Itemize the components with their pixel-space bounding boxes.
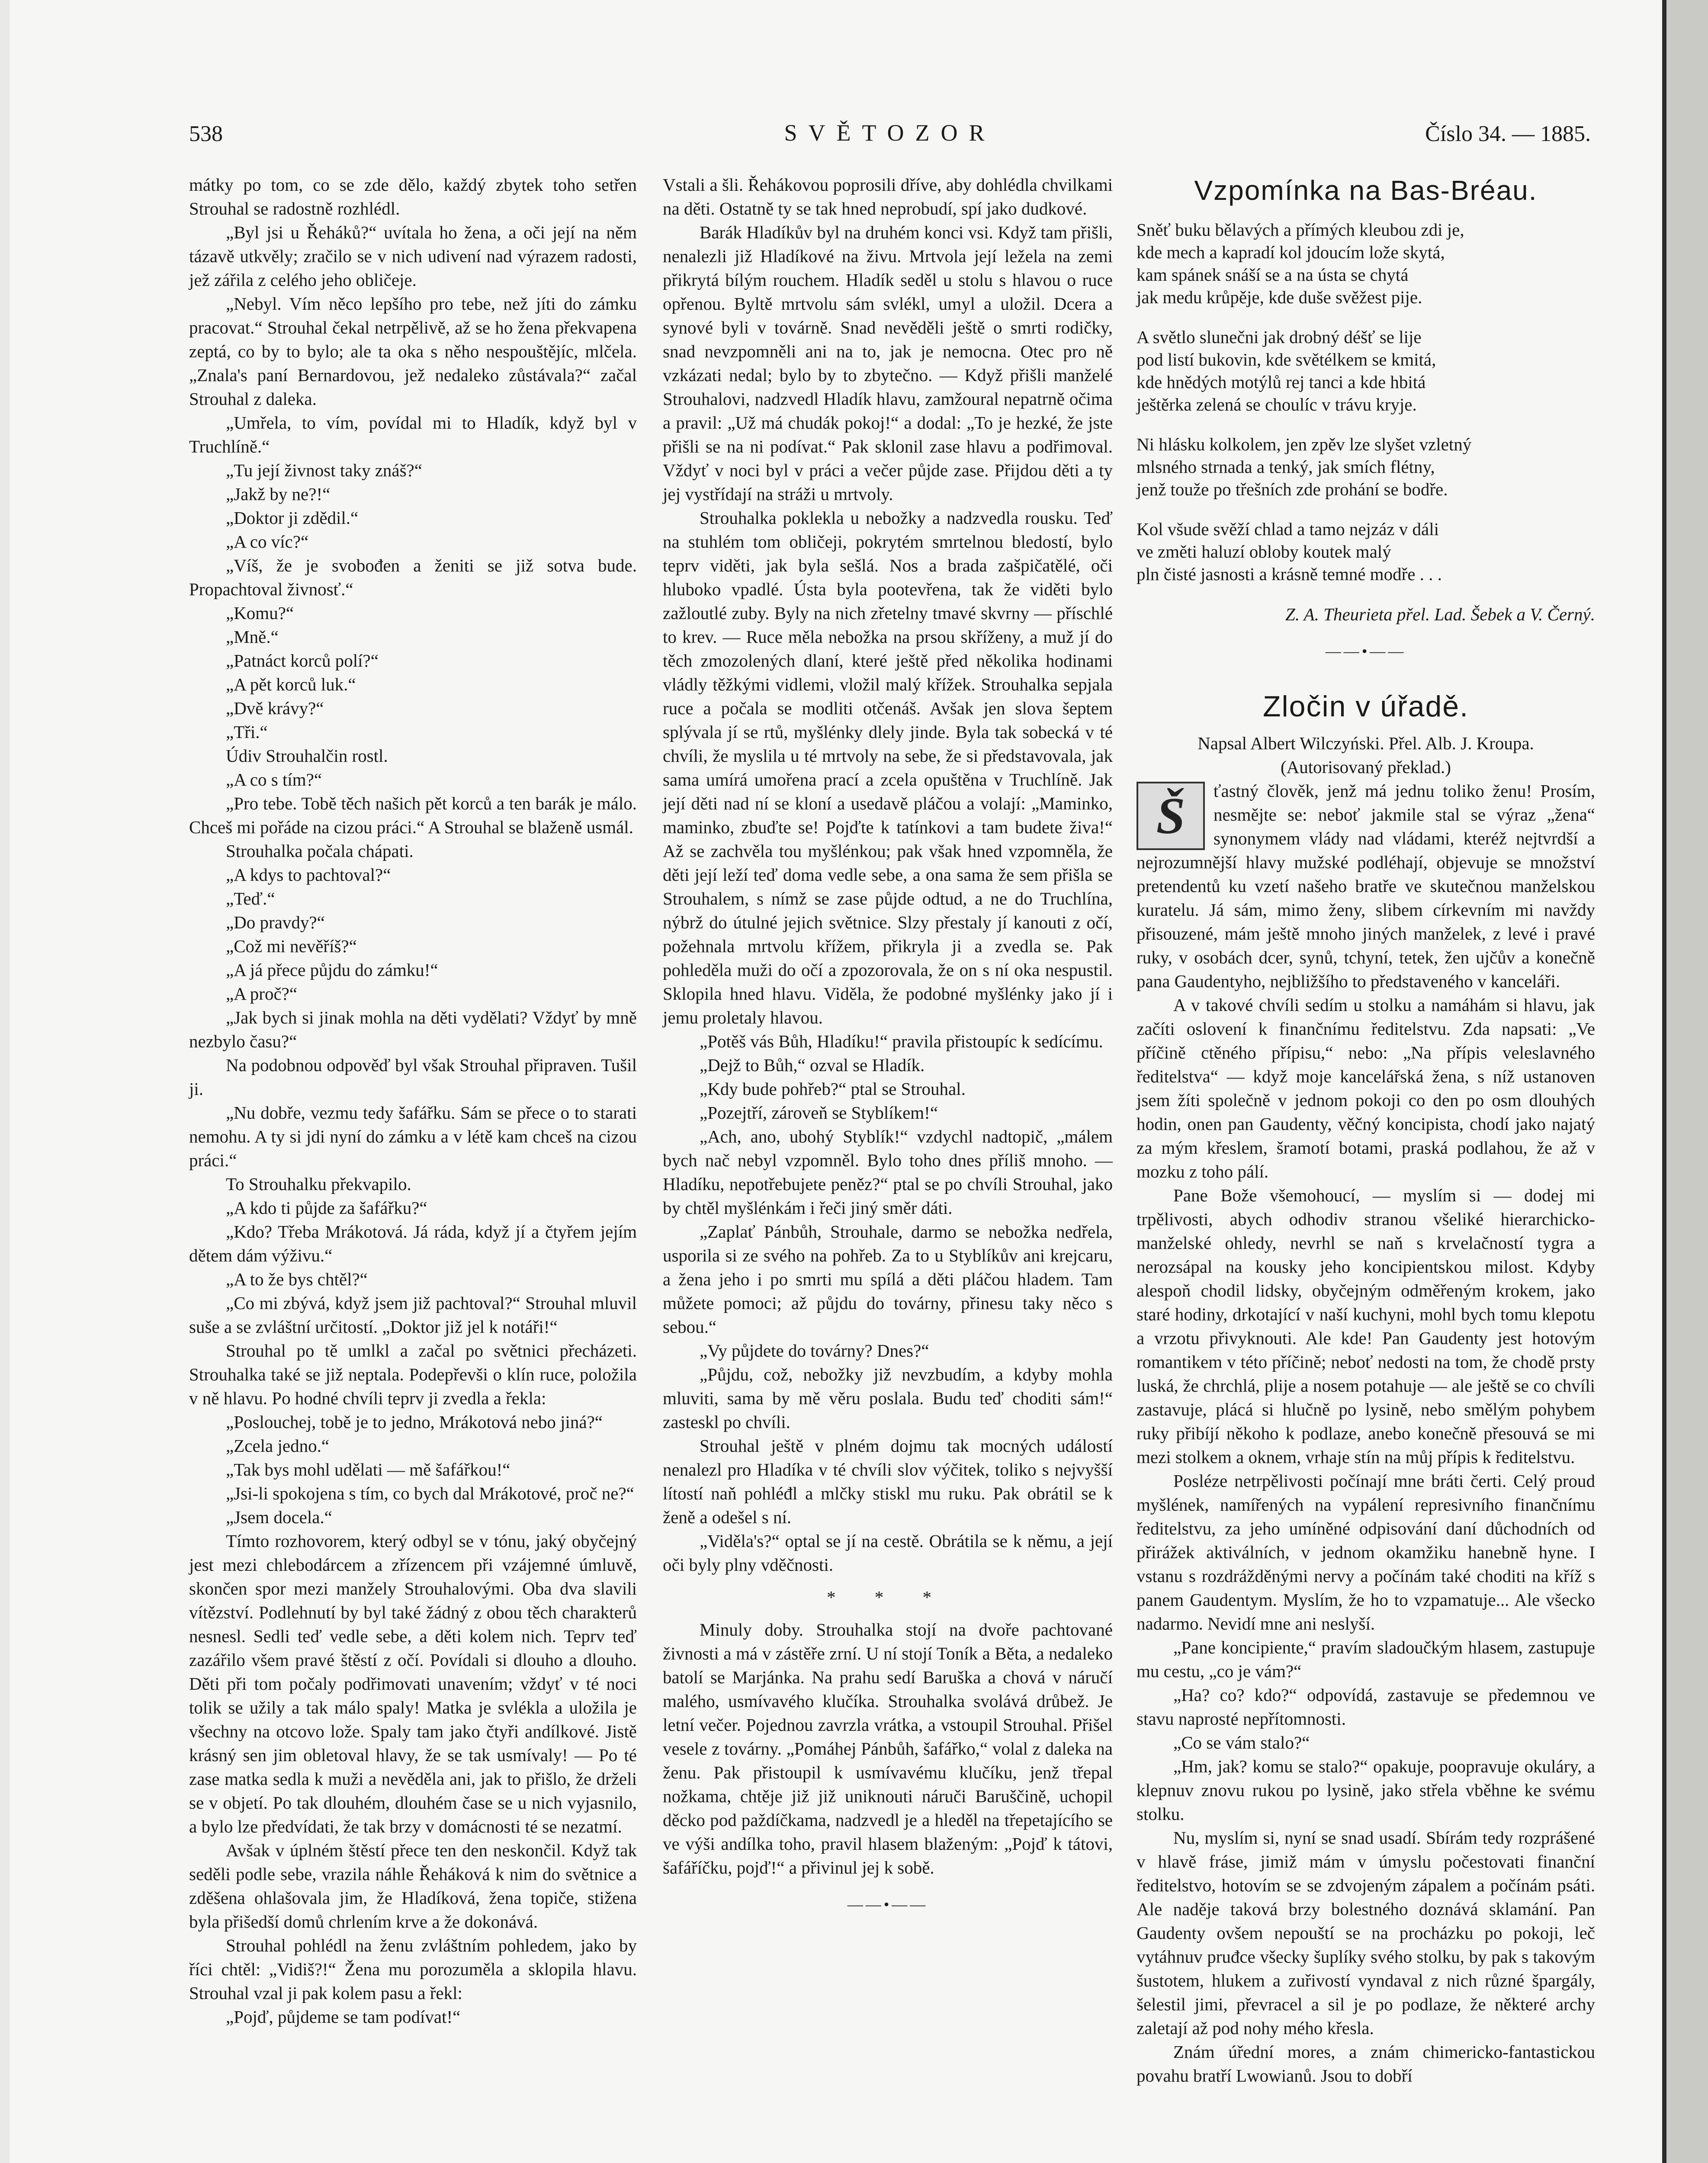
newspaper-page bbox=[10, 0, 1662, 2163]
paragraph: „Pojď, půjdeme se tam podívat!“ bbox=[226, 2007, 461, 2027]
paragraph: Minuly doby. Strouhalka stojí na dvoře pachtované živnosti a má v zástěře zrní. U ní stojí Toník a Běta, a nedaleko batolí se Marjánka. Na prahu sedí Baruška a chová v náručí malého, usmívavého klučíka. Strouhalka svolává drůbež. Je letní večer. Pojednou zavrzla vrátka, a vstoupil Strouhal. Přišel vesele z továrny. „Pomáhej Pánbůh, šafářko,“ volal z daleka na ženu. Pak přistoupil k usmívavému klučíku, jenž třepal nožkama, chtěje již již uniknouti náruči Baruščině, uchopil děcko pod paždíčkama, nadzvedl je a hleděl na třepetajícího se ve výši andílka toho, pravil hlasem blaženým: „Pojď k tátovi, šafáříčku, pojď!“ a přivinul jej k sobě. bbox=[663, 1620, 1113, 1877]
authorized-translation-note: (Autorisovaný překlad.) bbox=[1281, 757, 1451, 777]
paragraph: „Do pravdy?“ bbox=[226, 912, 325, 932]
magazine-title: SVĚTOZOR bbox=[784, 120, 996, 146]
poem-line: pod listí bukovin, kde světélkem se kmitá, bbox=[1137, 350, 1436, 369]
paragraph: „Tři.“ bbox=[226, 722, 268, 742]
poem-stanza bbox=[1137, 518, 1595, 585]
paragraph: „Tu její živnost taky znáš?“ bbox=[226, 460, 422, 480]
poem-line: kam spánek snáší se a na ústa se chytá bbox=[1137, 265, 1409, 285]
poem-title: Vzpomínka na Bas-Bréau. bbox=[1194, 175, 1538, 206]
paragraph: „Jak bych si jinak mohla na děti vydělati? Vždyť by mně nezbylo času?“ bbox=[189, 1008, 637, 1051]
story-body bbox=[1137, 779, 1595, 2088]
paragraph: „Dvě krávy?“ bbox=[226, 698, 324, 718]
section-divider: ——•—— bbox=[1325, 642, 1406, 660]
paragraph: Strouhal ještě v plném dojmu tak mocných událostí nenalezl pro Hladíka v té chvíli slov výčitek, toliko s nejvyšší lítostí naň pohléđl a mlčky stiskl mu ruku. Pak obrátil se k ženě a odešel s ní. bbox=[663, 1436, 1113, 1527]
poem-translation-credit: Z. A. Theurieta přel. Lad. Šebek a V. Černý. bbox=[1285, 604, 1595, 624]
poem-line: Sněť buku bělavých a přímých kleubou zdi je, bbox=[1137, 220, 1464, 240]
story-ending bbox=[663, 1618, 1113, 1880]
dropcap-ornament: Š bbox=[1137, 782, 1205, 850]
poem-line: ještěrka zelená se choulíc v trávu kryje. bbox=[1137, 395, 1417, 414]
paragraph: Barák Hladíkův byl na druhém konci vsi. Když tam přišli, nenalezli již Hladíkové na živu. Mrtvola její ležela na zemi přikrytá bílým rouchem. Hladík seděl u stolu s hlavou o ruce opřenou. Byltě mrtvolu sám svlékl, umyl a uložil. Dcera a synové byli v továrně. Snad nevěděli ještě o smrti rodičky, snad nevzpomněli ani na to, jak je nemocna. Otec pro ně vzkázati nedal; bylo by to zbytečno. — Když přišli manželé Strouhalovi, nadzvedl Hladík hlavu, zamžoural nepatrně očima a pravil: „Už má chudák pokoj!“ a dodal: „To je hezké, že jste přišli se na ni podívat.“ Pak sklonil zase hlavu a podřimoval. Vždyť v noci byl v práci a večer půjde zase. Přijdou děti a ty jej vystřídají na stráži u mrtvoly. bbox=[663, 222, 1113, 504]
paragraph: „A kdo ti půjde za šafářku?“ bbox=[226, 1198, 427, 1218]
paragraph: „Jsem docela.“ bbox=[226, 1507, 332, 1527]
paragraph: „Což mi nevěříš?“ bbox=[226, 936, 357, 956]
paragraph: „Jsi-li spokojena s tím, co bych dal Mrákotové, proč ne?“ bbox=[226, 1483, 634, 1503]
paragraph: Strouhalka počala chápati. bbox=[226, 841, 414, 861]
end-divider: ——•—— bbox=[847, 1896, 928, 1913]
poem-stanza bbox=[1137, 218, 1595, 308]
poem-line: ve změti haluzí obloby koutek malý bbox=[1137, 542, 1391, 562]
paragraph: „Doktor ji zdědil.“ bbox=[226, 508, 359, 528]
poem-line: jenž touže po třešních zde prohání se bodře. bbox=[1137, 479, 1448, 499]
paragraph: Posléze netrpělivosti počínají mne bráti čerti. Celý proud myšlének, namířených na vypálení represivního finančnímu ředitelstvu, za jeho umíněné odpisování daní důchodních od přirážek aktiválních, v jednom okamžiku hanebně hyne. I vstanu s rozdrážděnými nervy a počínám také choditi na kříž s panem Gaudentym. Myslím, že ho to vzpamatuje... Ale všecko nadarmo. Nevidí mne ani neslyší. bbox=[1137, 1471, 1595, 1633]
poem-line: pln čisté jasnosti a krásně temné modře . . . bbox=[1137, 564, 1442, 584]
paragraph: Strouhal po tě umlkl a začal po světnici přecházeti. Strouhalka také se již neptala. Podepřevši o klín ruce, položila v ně hlavu. Po hodné chvíli teprv ji zvedla a řekla: bbox=[189, 1341, 637, 1408]
paragraph: „Potěš vás Bůh, Hladíku!“ pravila přistoupíc k sedícímu. bbox=[700, 1031, 1103, 1051]
paragraph: Na podobnou odpověď byl však Strouhal připraven. Tušil ji. bbox=[189, 1055, 637, 1099]
paragraph: „Ha? co? kdo?“ odpovídá, zastavuje se předemnou ve stavu naprosté nepřítomnosti. bbox=[1137, 1685, 1595, 1729]
paragraph: „Půjdu, což, nebožky již nevzbudím, a kdyby mohla mluviti, sama by mě věru poslala. Budu teď choditi sám!“ zasteskl po chvíli. bbox=[663, 1364, 1113, 1432]
paragraph: „Pozejtří, zároveň se Styblíkem!“ bbox=[700, 1103, 938, 1123]
poem-line: Ni hlásku kolkolem, jen zpěv lze slyšet vzletný bbox=[1137, 434, 1472, 454]
poem-line: kde hnědých motýlů rej tanci a kde hbitá bbox=[1137, 372, 1426, 392]
paragraph: „Pro tebe. Tobě těch našich pět korců a ten barák je málo. Chceš mi pořáde na cizou práci.“ A Strouhal se blaženě usmál. bbox=[189, 793, 637, 837]
paragraph: „A co s tím?“ bbox=[226, 770, 322, 789]
poem-stanza bbox=[1137, 326, 1595, 416]
paragraph: „Byl jsi u Řeháků?“ uvítala ho žena, a oči její na něm tázavě utkvěly; zračilo se v nich udivení nad výrazem radosti, jež zářila z celého jeho obličeje. bbox=[189, 222, 637, 290]
section-stars: * * * bbox=[827, 1587, 949, 1607]
paragraph: „A já přece půjdu do zámku!“ bbox=[226, 960, 438, 980]
poem-line: kde mech a kapradí kol jdoucím lože skytá, bbox=[1137, 242, 1445, 262]
paragraph: „Dejž to Bůh,“ ozval se Hladík. bbox=[700, 1055, 925, 1075]
poem-line: Kol všude svěží chlad a tamo nejzáz v dáli bbox=[1137, 519, 1439, 539]
paragraph: ťastný člověk, jenž má jednu toliko ženu! Prosím, nesmějte se: neboť jakmile stal se výraz „žena“ synonymem vlády nad vládami, kteréž nejtvrdší a nejrozumnější hlavy mužské podléhají, objevuje se množství pretendentů ku vzetí našeho bratře ve skutečnou manželskou kuratelu. Já sám, mimo ženy, slibem církevním mi navždy přisouzené, mám ještě mnoho jiných manželek, z levé i pravé ruky, v osobách dcer, synů, tchyní, tetek, žen ujčův a konečně pana Gaudentyho, nejbližšího to představeného v kanceláři. bbox=[1137, 781, 1595, 991]
paragraph: Pane Bože všemohoucí, — myslím si — dodej mi trpělivosti, abych odhodiv stranou všeliké hierarchicko-manželské ohledy, nevrhl se naň s krvelačností tygra a nerozsápal na kousky jeho koncipientskou milost. Kdyby alespoň chodil lidsky, obyčejným odměřeným krokem, jako staré hodiny, drkotající v naší kuchyni, mohl bych tomu klepotu a vrzotu přivyknouti. Ale kde! Pan Gaudenty jest hotovým romantikem v této příčině; neboť nedosti na tom, že chodě prsty luská, že chrchlá, plije a nosem potahuje — ale ještě se co chvíli zastavuje, plácá si hlučně po lysině, nebo smělým pohybem ruky přibíjí někoho k podlaze, anebo konečně přesouvá se mi mezi stolkem a oknem, vrhaje stín na můj přípis k ředitelstvu. bbox=[1137, 1185, 1595, 1467]
paragraph: „Tak bys mohl udělati — mě šafářkou!“ bbox=[226, 1460, 510, 1479]
paragraph: „Umřela, to vím, povídal mi to Hladík, když byl v Truchlíně.“ bbox=[189, 413, 637, 456]
issue-label: Číslo 34. — 1885. bbox=[1425, 122, 1591, 146]
story-byline: Napsal Albert Wilczyński. Přel. Alb. J. Kroupa. bbox=[1198, 733, 1534, 753]
paragraph: To Strouhalku překvapilo. bbox=[226, 1174, 411, 1194]
paragraph: Znám úřední mores, a znám chimericko-fantastickou povahu bratří Lwowianů. Jsou to dobří bbox=[1137, 2042, 1595, 2086]
column-three bbox=[1137, 173, 1595, 2088]
paragraph: „Pane koncipiente,“ pravím sladoučkým hlasem, zastupuje mu cestu, „co je vám?“ bbox=[1137, 1637, 1595, 1681]
paragraph: Nu, myslím si, nyní se snad usadí. Sbírám tedy rozprášené v hlavě fráse, jimiž mám v úmyslu počestovati finanční ředitelstvo, hotovím se se zdvojeným zápalem a počínám psáti. Ale naděje taková brzy bolestného doznává sklamání. Pan Gaudenty ovšem nepouští se na procházku po pokoji, leč vytáhnuv pruđce všecky šuplíky svého stolku, by pak s takovým šustotem, hlukem a zuřivostí vyndaval z nich různé špargály, šelestil jimi, převracel a sil je po podlaze, že některé archy zaletají až pod nohy mého křesla. bbox=[1137, 1828, 1595, 2038]
paragraph: „Teď.“ bbox=[226, 889, 275, 908]
paragraph: Avšak v úplném štěstí přece ten den neskončil. Když tak seděli podle sebe, vrazila náhle Řeháková k nim do světnice a zděšena ohlašovala jim, že Hladíková, žena topiče, stižena byla přišedší domů chrlením krve a že dokonává. bbox=[189, 1840, 637, 1932]
paragraph: Vstali a šli. Řehákovou poprosili dříve, aby dohlédla chvilkami na děti. Ostatně ty se tak hned neprobudí, spí jako dudkové. bbox=[663, 175, 1113, 218]
paragraph: „Vy půjdete do továrny? Dnes?“ bbox=[700, 1341, 929, 1361]
paragraph: Údiv Strouhalčin rostl. bbox=[226, 746, 388, 766]
story-continuation bbox=[663, 173, 1113, 1577]
paragraph: „A co víc?“ bbox=[226, 532, 309, 552]
paragraph: „Patnáct korců polí?“ bbox=[226, 651, 379, 671]
paragraph: „Poslouchej, tobě je to jedno, Mrákotová nebo jiná?“ bbox=[226, 1412, 603, 1432]
paragraph: „Co mi zbývá, když jsem již pachtoval?“ Strouhal mluvil suše a se zvláštní určitostí. „Doktor již jel k notáři!“ bbox=[189, 1293, 637, 1337]
column-one bbox=[189, 173, 637, 2029]
paragraph: „Hm, jak? komu se stalo?“ opakuje, poopravuje okuláry, a klepnuv znovu rukou po lysině, jako střela vběhne ke svému stolku. bbox=[1137, 1756, 1595, 1824]
poem-stanzas bbox=[1137, 218, 1595, 585]
paragraph: „Zaplať Pánbůh, Strouhale, darmo se nebožka nedřela, usporila si ze svého na pohřeb. Za to u Styblíkův ani krejcaru, a žena jeho i po smrti mu spílá a děti pláčou hladem. Tam můžete pomoci; až půjdu do továrny, přinesu taky něco s sebou.“ bbox=[663, 1222, 1113, 1337]
paragraph: „Kdo? Třeba Mrákotová. Já ráda, když jí a čtyřem jejím dětem dám výživu.“ bbox=[189, 1222, 637, 1265]
paragraph: A v takové chvíli sedím u stolku a namáhám si hlavu, jak začíti oslovení k finančnímu ředitelstvu. Zda napsati: „Ve příčině ctěného přípisu,“ nebo: „Na přípis veleslavného ředitelstva“ — když moje kancelářská žena, s níž ustanoven jsem žíti společně v jednom pokoji co den po osm dlouhých hodin, onen pan Gaudenty, věčný koncipista, chodí jako najatý za mým křeslem, šramotí botami, praská podlahou, že až v mozku z toho pálí. bbox=[1137, 995, 1595, 1181]
paragraph: „Nu dobře, vezmu tedy šafářku. Sám se přece o to starati nemohu. A ty si jdi nyní do zámku a v létě kam chceš na cizou práci.“ bbox=[189, 1103, 637, 1170]
poem-stanza bbox=[1137, 433, 1595, 501]
paragraph: Tímto rozhovorem, který odbyl se v tónu, jaký obyčejný jest mezi chlebodárcem a zřízencem při vzájemné úmluvě, skončen spor mezi manžely Strouhalovými. Oba dva slavili vítězství. Podlehnutí by byl také žádný z obou těch charakterů nesnesl. Sedli teď vedle sebe, a děti kolem nich. Teprv teď zazářilo všem pravé štěstí z očí. Povídali si dlouho a dlouho. Děti při tom počaly podřimovati unavením; vždyť v té noci tolik se užily a tak málo spaly! Matka je svlékla a uložila je všechny na otcovo lože. Spaly tam jako čtyři andílkové. Jistě krásný sen jim obletoval hlavy, že se tak usmívaly! — Po té zase matka sedla k muži a nevěděla ani, jak to přišlo, že drželi se v objetí. Po tak dlouhém, dlouhém čase se u nich vyjasnilo, a bylo lze předvídati, že tak brzy v domácnosti té se nezatmí. bbox=[189, 1531, 637, 1836]
paragraph: „Co se vám stalo?“ bbox=[1173, 1733, 1310, 1752]
paragraph: „Nebyl. Vím něco lepšího pro tebe, než jíti do zámku pracovat.“ Strouhal čekal netrpělivě, až se ho žena překvapena zeptá, co by to bylo; ale ta oka s něho nespouštějíc, mlčela. „Znala's paní Bernardovou, jež nedaleko zůstávala?“ začal Strouhal z daleka. bbox=[189, 294, 637, 409]
paragraph: mátky po tom, co se zde dělo, každý zbytek toho setřen Strouhal se radostně rozhlédl. bbox=[189, 175, 637, 218]
poem-line: A světlo slunečni jak drobný déšť se lije bbox=[1137, 327, 1422, 347]
paragraph: „Kdy bude pohřeb?“ ptal se Strouhal. bbox=[700, 1079, 966, 1099]
paragraph: „Mně.“ bbox=[226, 627, 279, 647]
adjacent-page-edge bbox=[1662, 0, 1708, 2163]
poem-line: jak medu krůpěje, kde duše svěžest pije. bbox=[1137, 287, 1422, 307]
poem-line: mlsného strnada a tenký, jak smích flétny, bbox=[1137, 457, 1435, 477]
running-head bbox=[189, 117, 1591, 156]
paragraph: „Komu?“ bbox=[226, 603, 294, 623]
paragraph: Strouhalka poklekla u nebožky a nadzvedla rousku. Teď na stuhlém tom obličeji, pokrytém smrtelnou bledostí, bylo teprv viděti, jak byla sešlá. Nos a brada zašpičatělé, oči hluboko vpadlé. Ústa byla pootevřena, tak že viděti bylo zažloutlé zuby. Byly na nich zřetelny tmavé skvrny — příschlé to krev. — Ruce měla nebožka na prsou skříženy, a muž jí do těch zmozolených dlaní, které ještě před několika hodinami vládly těžkými vidlemi, vložil malý křížek. Strouhalka sepjala ruce a počala se modliti otčenáš. Avšak jen slova šeptem splývala jí se rtů, myšlénky dlely jinde. Byla tak sobecká v té chvíli, že myslila u té mrtvoly na sebe, že si představovala, jak sama umírá umořena prací a zcela opuštěna v Truchlíně. Jak její děti nad ní se kloní a usedavě pláčou a volají: „Maminko, maminko, zbuďte se! Pojďte k tatínkovi a tam budete živa!“ Až se zachvěla tou myšlénkou; pak však hned vzpomněla, že děti její leží teď doma vedle sebe, a ona sama že sem přišla se Strouhalem, s nímž se zase půjde odtud, a ne do Truchlína, nýbrž do útulné jejich světnice. Slzy přestaly jí kanouti z očí, požehnala mrtvolu křížem, přikryla ji a zvedla se. Pak pohleděla muži do očí a zpozorovala, že on s ní oka nespustil. Sklopila hned hlavu. Viděla, že podobné myšlénky jako jí i jemu proletaly hlavou. bbox=[663, 508, 1113, 1027]
story-title: Zločin v úřadě. bbox=[1263, 690, 1469, 723]
paragraph: Strouhal pohlédl na ženu zvláštním pohledem, jako by říci chtěl: „Vidiš?!“ Žena mu porozuměla a sklopila hlavu. Strouhal vzal ji pak kolem pasu a řekl: bbox=[189, 1935, 637, 2003]
paragraph: „Jakž by ne?!“ bbox=[226, 484, 331, 504]
paragraph: „Zcela jedno.“ bbox=[226, 1436, 330, 1456]
paragraph: „Ach, ano, ubohý Styblík!“ vzdychl nadtopič, „málem bych nač nebyl vzpomněl. Bylo toho dnes příliš mnoho. — Hladíku, nepotřebujete peněz?“ ptal se po chvíli Strouhal, jako by chtěl myšlénkám i řeči jiný směr dáti. bbox=[663, 1126, 1113, 1218]
paragraph: „Víš, že je svobođen a ženiti se již sotva bude. Propachtoval živnosť.“ bbox=[189, 555, 637, 599]
paragraph: „A to že bys chtěl?“ bbox=[226, 1269, 368, 1289]
page-number: 538 bbox=[189, 122, 223, 146]
column-two bbox=[663, 173, 1113, 1942]
paragraph: „A kdys to pachtoval?“ bbox=[226, 865, 391, 885]
paragraph: „Viděla's?“ optal se jí na cestě. Obrátila se k němu, a její oči byly plny vděčnosti. bbox=[663, 1531, 1113, 1575]
paragraph: „A pět korců luk.“ bbox=[226, 674, 356, 694]
paragraph: „A proč?“ bbox=[226, 984, 298, 1004]
